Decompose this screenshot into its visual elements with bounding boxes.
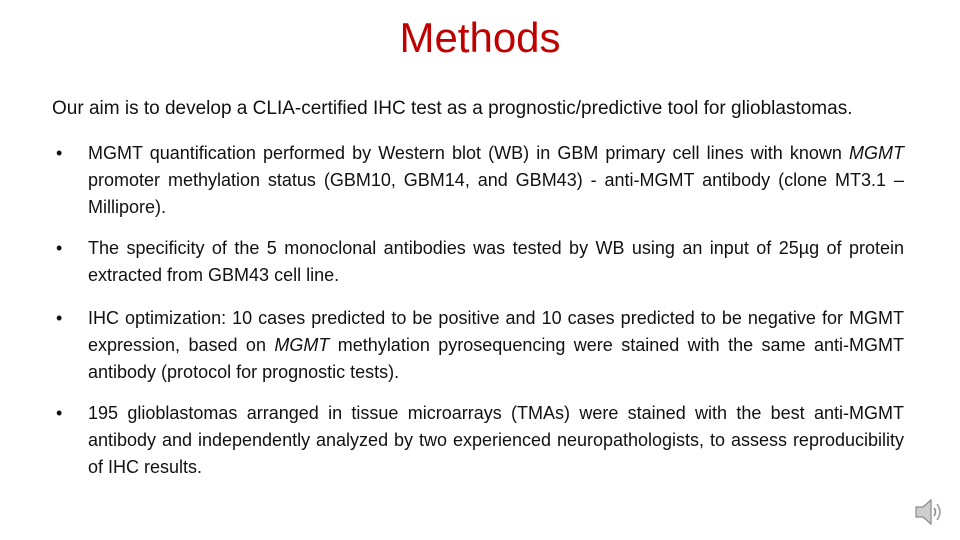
sound-wave-small	[934, 508, 936, 516]
bullet-text	[88, 400, 904, 481]
bullet-text-italic: MGMT	[849, 143, 904, 163]
speaker-icon[interactable]	[912, 496, 946, 528]
bullet-text-segment: promoter methylation status (GBM10, GBM14, and GBM43) - anti-MGMT antibody (clone MT3.1 – Millipore).	[88, 170, 904, 217]
bullet-text	[88, 305, 904, 386]
bullet-marker: •	[56, 143, 63, 163]
bullet-text	[88, 140, 904, 221]
sound-wave-large	[937, 504, 940, 520]
bullet-marker: •	[56, 308, 63, 328]
slide-title: Methods	[399, 14, 561, 61]
bullet-marker: •	[56, 403, 63, 423]
bullet-text-segment: IHC optimization: 10 cases predicted to be positive and 10 cases predicted to be negative for MGMT expression, based on	[88, 308, 904, 355]
bullet-text-segment: 195 glioblastomas arranged in tissue microarrays (TMAs) were stained with the best anti-MGMT antibody and independently analyzed by two experienced neuropathologists, to assess reproducibility of IHC results.	[88, 403, 904, 477]
intro-text: Our aim is to develop a CLIA-certified IHC test as a prognostic/predictive tool for glioblastomas.	[52, 98, 853, 119]
bullet-text-italic: MGMT	[274, 335, 330, 355]
bullet-text-segment: methylation pyrosequencing were stained with the same anti-MGMT antibody (protocol for prognostic tests).	[88, 335, 904, 382]
bullet-text-segment: The specificity of the 5 monoclonal antibodies was tested by WB using an input of 25µg of protein extracted from GBM43 cell line.	[88, 238, 904, 285]
bullet-text-segment: MGMT quantification performed by Western blot (WB) in GBM primary cell lines with known	[88, 143, 850, 163]
speaker-body	[916, 500, 931, 524]
bullet-text	[88, 235, 904, 289]
bullet-marker: •	[56, 238, 63, 258]
